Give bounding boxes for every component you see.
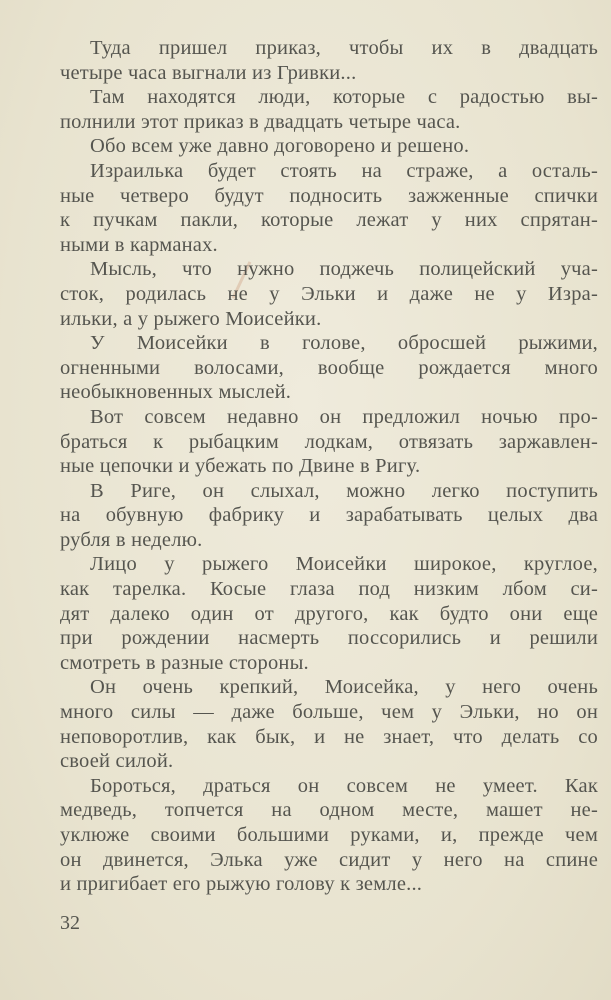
text-line: неповоротлив, как бык, и не знает, что делать со	[60, 725, 598, 748]
text-line: Бороться, драться он совсем не умеет. Как	[90, 774, 598, 797]
paragraph	[60, 134, 598, 159]
text-line: Обо всем уже давно договорено и решено.	[90, 135, 470, 158]
text-line: Мысль, что нужно поджечь полицейский уча-	[90, 258, 598, 281]
paragraph	[60, 405, 598, 479]
page-text	[60, 36, 598, 897]
paragraph	[60, 675, 598, 773]
text-line: на обувную фабрику и зарабатывать целых два	[60, 504, 598, 527]
text-line: Вот совсем недавно он предложил ночью про-	[90, 405, 598, 428]
text-line: В Риге, он слыхал, можно легко поступить	[90, 479, 598, 502]
text-line: и пригибает его рыжую голову к земле...	[60, 873, 423, 896]
text-line: своей силой.	[60, 750, 174, 773]
text-line: У Моисейки в голове, обросшей рыжими,	[90, 332, 598, 355]
page-number: 32	[60, 912, 80, 934]
text-line: рубля в неделю.	[60, 528, 203, 551]
text-line: Израилька будет стоять на страже, а осталь-	[90, 159, 598, 182]
paragraph	[60, 85, 598, 134]
paragraph	[60, 36, 598, 85]
paragraph	[60, 552, 598, 675]
text-line: уклюже своими большими руками, и, прежде чем	[60, 824, 598, 846]
text-line: сток, родилась не у Эльки и даже не у Изра-	[60, 282, 598, 305]
text-line: Туда пришел приказ, чтобы их в двадцать	[90, 37, 598, 59]
text-line: дят далеко один от другого, как будто они еще	[60, 602, 598, 625]
text-line: четыре часа выгнали из Гривки...	[60, 61, 357, 84]
text-line: при рождении насмерть поссорились и решили	[60, 627, 598, 650]
paragraph	[60, 331, 598, 405]
paragraph	[60, 774, 598, 897]
text-line: медведь, топчется на одном месте, машет не-	[60, 799, 598, 822]
text-line: ильки, а у рыжего Моисейки.	[60, 307, 322, 330]
text-line: Там находятся люди, которые с радостью вы-	[90, 86, 598, 109]
paragraph	[60, 257, 598, 331]
text-line: ные цепочки и убежать по Двине в Ригу.	[60, 455, 421, 478]
text-line: Он очень крепкий, Моисейка, у него очень	[90, 676, 598, 699]
text-line: он двинется, Элька уже сидит у него на спине	[60, 848, 598, 871]
text-line: к пучкам пакли, которые лежат у них спрятан-	[60, 209, 598, 232]
text-line: ными в карманах.	[60, 233, 218, 256]
paragraph	[60, 159, 598, 257]
text-line: как тарелка. Косые глаза под низким лбом си-	[60, 578, 598, 601]
text-line: полнили этот приказ в двадцать четыре часа.	[60, 110, 461, 133]
paragraph	[60, 479, 598, 553]
text-line: огненными волосами, вообще рождается много	[60, 356, 598, 379]
text-line: Лицо у рыжего Моисейки широкое, круглое,	[90, 553, 598, 576]
text-line: смотреть в разные стороны.	[60, 651, 309, 674]
text-line: ные четверо будут подносить зажженные спички	[60, 184, 598, 207]
text-line: браться к рыбацким лодкам, отвязать заржавлен-	[60, 430, 598, 453]
text-line: много силы — даже больше, чем у Эльки, но он	[60, 701, 598, 724]
text-line: необыкновенных мыслей.	[60, 381, 292, 404]
